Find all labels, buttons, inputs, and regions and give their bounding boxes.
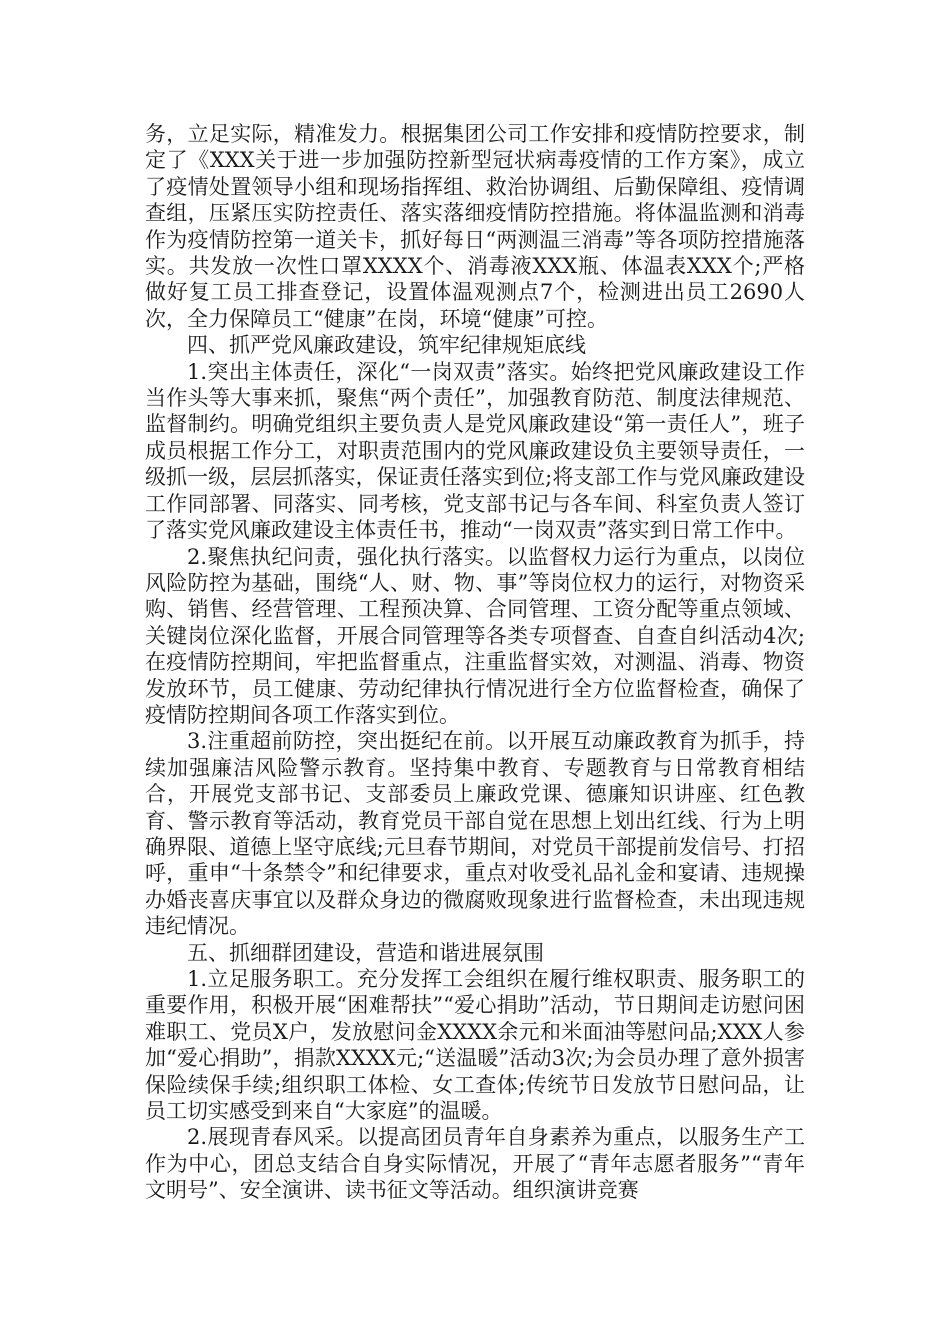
- section-heading-5: 五、抓细群团建设，营造和谐进展氛围: [187, 940, 544, 965]
- paragraph-4-1: 1.突出主体责任，深化“一岗双责”落实。始终把党风廉政建设工作当作头等大事来抓，聚焦“两个责任”，加强教育防范、制度法律规范、监督制约。明确党组织主要负责人是党风廉政建设“第一责任人”，班子成员根据工作分工，对职责范围内的党风廉政建设负主要领导责任，一级抓一级，层层抓落实，保证责任落实到位;将支部工作与党风廉政建设工作同部署、同落实、同考核，党支部书记与各车间、科室负责人签订了落实党风廉政建设主体责任书，推动“一岗双责”落实到日常工作中。: [145, 359, 805, 543]
- paragraph-4-2: 2.聚焦执纪问责，强化执行落实。以监督权力运行为重点，以岗位风险防控为基础，围绕“人、财、物、事”等岗位权力的运行，对物资采购、销售、经营管理、工程预决算、合同管理、工资分配等重点领域、关键岗位深化监督，开展合同管理等各类专项督查、自查自纠活动4次;在疫情防控期间，牢把监督重点，注重监督实效，对测温、消毒、物资发放环节，员工健康、劳动纪律执行情况进行全方位监督检查，确保了疫情防控期间各项工作落实到位。: [145, 544, 805, 727]
- document-page: [145, 121, 805, 1204]
- section-heading-4: 四、抓严党风廉政建设，筑牢纪律规矩底线: [187, 333, 586, 358]
- paragraph-5-2: 2.展现青春风采。以提高团员青年自身素养为重点，以服务生产工作为中心，团总支结合自身实际情况，开展了“青年志愿者服务”“青年文明号”、安全演讲、读书征文等活动。组织演讲竞赛: [145, 1125, 805, 1203]
- paragraph-epidemic-control: 务，立足实际，精准发力。根据集团公司工作安排和疫情防控要求，制定了《XXX关于进一步加强防控新型冠状病毒疫情的工作方案》，成立了疫情处置领导小组和现场指挥组、救治协调组、后勤保障组、疫情调查组，压紧压实防控责任、落实落细疫情防控措施。将体温监测和消毒作为疫情防控第一道关卡，抓好每日“两测温三消毒”等各项防控措施落实。共发放一次性口罩XXXX个、消毒液XXX瓶、体温表XXX个;严格做好复工员工排查登记，设置体温观测点7个，检测进出员工2690人次，全力保障员工“健康”在岗，环境“健康”可控。: [145, 122, 805, 331]
- paragraph-4-3: 3.注重超前防控，突出挺纪在前。以开展互动廉政教育为抓手，持续加强廉洁风险警示教育。坚持集中教育、专题教育与日常教育相结合，开展党支部书记、支部委员上廉政党课、德廉知识讲座、红色教育、警示教育等活动，教育党员干部自觉在思想上划出红线、行为上明确界限、道德上坚守底线;元旦春节期间，对党员干部提前发信号、打招呼，重申“十条禁令”和纪律要求，重点对收受礼品礼金和宴请、违规操办婚丧喜庆事宜以及群众身边的微腐败现象进行监督检查，未出现违规违纪情况。: [145, 729, 805, 939]
- paragraph-5-1: 1.立足服务职工。充分发挥工会组织在履行维权职责、服务职工的重要作用，积极开展“困难帮扶”“爱心捐助”活动，节日期间走访慰问困难职工、党员X户，发放慰问金XXXX余元和米面油等慰问品;XXX人参加“爱心捐助”，捐款XXXX元;“送温暖”活动3次;为会员办理了意外损害保险续保手续;组织职工体检、女工查体;传统节日发放节日慰问品，让员工切实感受到来自“大家庭”的温暖。: [145, 967, 805, 1124]
